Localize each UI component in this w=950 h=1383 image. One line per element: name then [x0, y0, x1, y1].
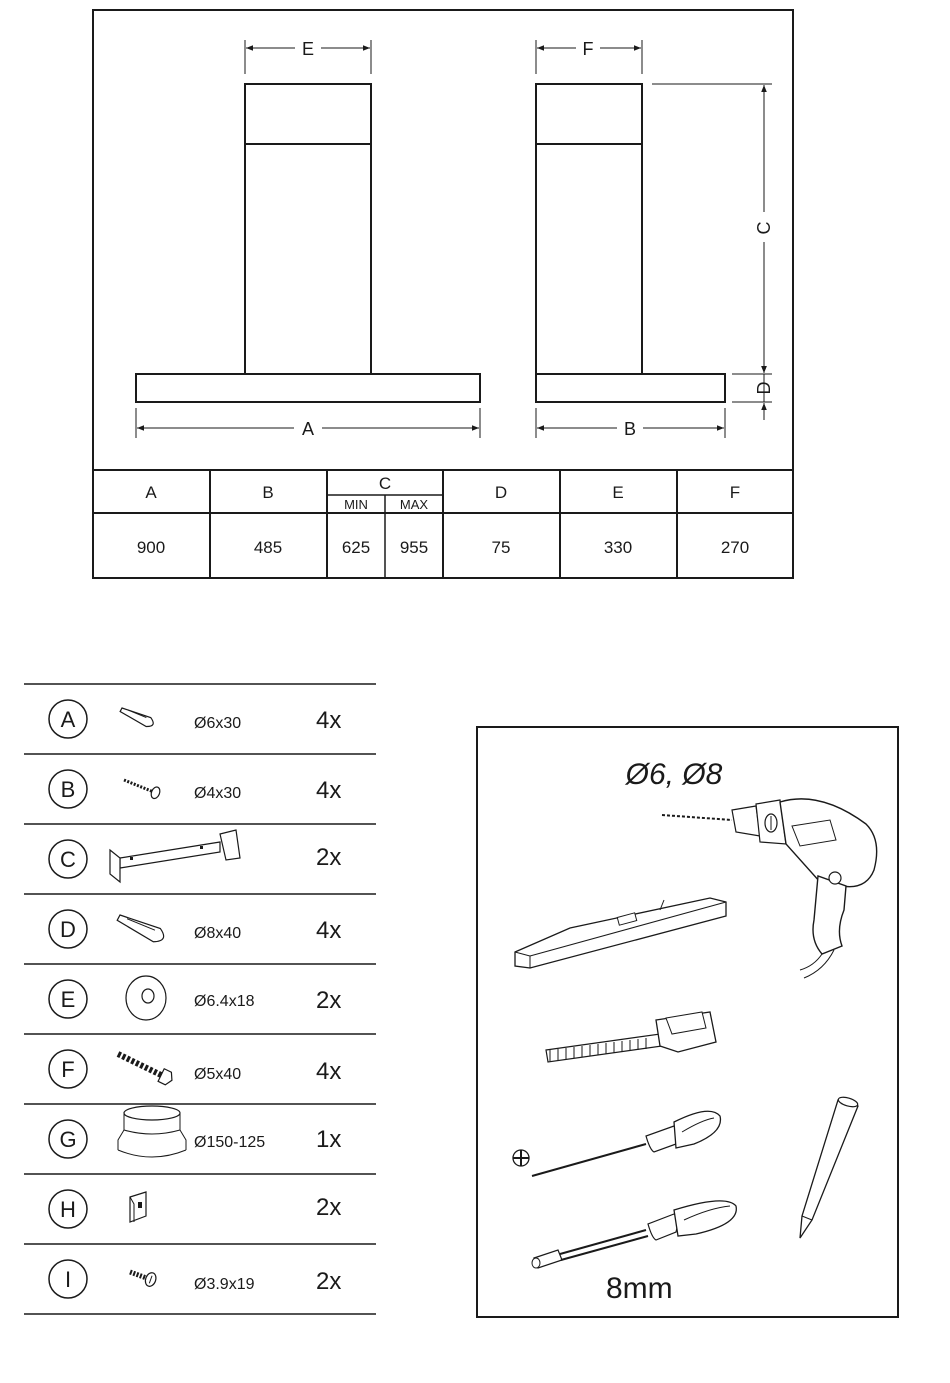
part-qty: 4x: [316, 917, 342, 944]
part-spec: Ø6.4x18: [194, 993, 255, 1010]
header-c-max: MAX: [399, 497, 429, 512]
spirit-level-icon: [515, 898, 726, 968]
value-c-max: 955: [399, 538, 429, 557]
label-c: C: [754, 221, 774, 235]
part-letter: A: [60, 707, 76, 732]
value-b: 485: [253, 538, 283, 557]
screw-icon: [122, 774, 162, 799]
part-qty: 4x: [316, 707, 342, 734]
part-qty: 2x: [316, 1268, 342, 1295]
dimension-b: [536, 408, 725, 439]
dimension-f: [536, 39, 642, 74]
header-c-min: MIN: [344, 497, 368, 512]
part-letter: I: [64, 1267, 72, 1292]
header-c: C: [378, 474, 392, 493]
part-letter: H: [60, 1197, 76, 1222]
label-a: A: [301, 419, 315, 439]
label-f: F: [582, 39, 594, 59]
phillips-screwdriver-icon: [513, 1111, 720, 1176]
socket-size-label: 8mm: [606, 1272, 673, 1305]
part-qty: 1x: [316, 1126, 342, 1153]
label-e: E: [301, 39, 315, 59]
drill-bit-label: Ø6, Ø8: [625, 758, 723, 791]
bracket-icon: [110, 830, 240, 882]
value-d: 75: [491, 538, 511, 557]
part-letter: D: [60, 917, 76, 942]
dimension-e: [245, 39, 371, 74]
header-a: A: [145, 483, 157, 502]
nut-driver-icon: [532, 1201, 736, 1268]
part-qty: 2x: [316, 987, 342, 1014]
part-spec: Ø150-125: [194, 1134, 266, 1151]
header-e: E: [612, 483, 624, 502]
part-spec: Ø4x30: [194, 785, 242, 802]
part-letter: C: [60, 847, 76, 872]
part-qty: 2x: [316, 1194, 342, 1221]
part-letter: E: [60, 987, 76, 1012]
part-letter: F: [61, 1057, 75, 1082]
header-f: F: [729, 483, 741, 502]
value-e: 330: [603, 538, 633, 557]
part-row-a: [49, 700, 341, 738]
header-d: D: [494, 483, 508, 502]
dimension-table: [93, 470, 793, 578]
part-row-b: [49, 770, 341, 808]
dimension-a: [136, 408, 480, 439]
hex-screw-icon: [115, 1048, 175, 1087]
part-row-g: [49, 1106, 341, 1158]
washer-icon: [126, 976, 166, 1020]
value-c-min: 625: [341, 538, 371, 557]
dimension-diagram: [0, 0, 950, 600]
tape-measure-icon: [546, 1012, 716, 1062]
label-b: B: [623, 419, 637, 439]
part-row-h: [49, 1190, 341, 1228]
part-row-i: [49, 1260, 341, 1298]
part-row-d: [49, 909, 341, 948]
label-d: D: [754, 381, 774, 395]
large-wall-plug-icon: [116, 909, 166, 945]
part-letter: G: [59, 1127, 77, 1152]
dimension-c: [652, 84, 774, 373]
wall-plug-icon: [120, 704, 156, 729]
part-spec: Ø8x40: [194, 925, 242, 942]
value-a: 900: [136, 538, 166, 557]
part-letter: B: [60, 777, 76, 802]
duct-adapter-icon: [118, 1106, 186, 1157]
part-spec: Ø3.9x19: [194, 1276, 255, 1293]
side-view: [536, 84, 725, 402]
small-screw-icon: [128, 1265, 158, 1287]
parts-list: [0, 670, 400, 1320]
value-f: 270: [720, 538, 750, 557]
pencil-icon: [800, 1095, 859, 1238]
part-qty: 2x: [316, 844, 342, 871]
header-b: B: [262, 483, 274, 502]
front-view: [136, 84, 480, 402]
part-qty: 4x: [316, 777, 342, 804]
part-row-f: [49, 1048, 341, 1088]
tools-box: [470, 720, 900, 1320]
part-row-c: [49, 830, 341, 882]
dimension-d: [732, 358, 774, 420]
drill-icon: [662, 799, 877, 978]
clip-icon: [130, 1192, 146, 1222]
part-qty: 4x: [316, 1058, 342, 1085]
part-spec: Ø5x40: [194, 1066, 242, 1083]
part-spec: Ø6x30: [194, 715, 242, 732]
part-row-e: [49, 976, 341, 1020]
